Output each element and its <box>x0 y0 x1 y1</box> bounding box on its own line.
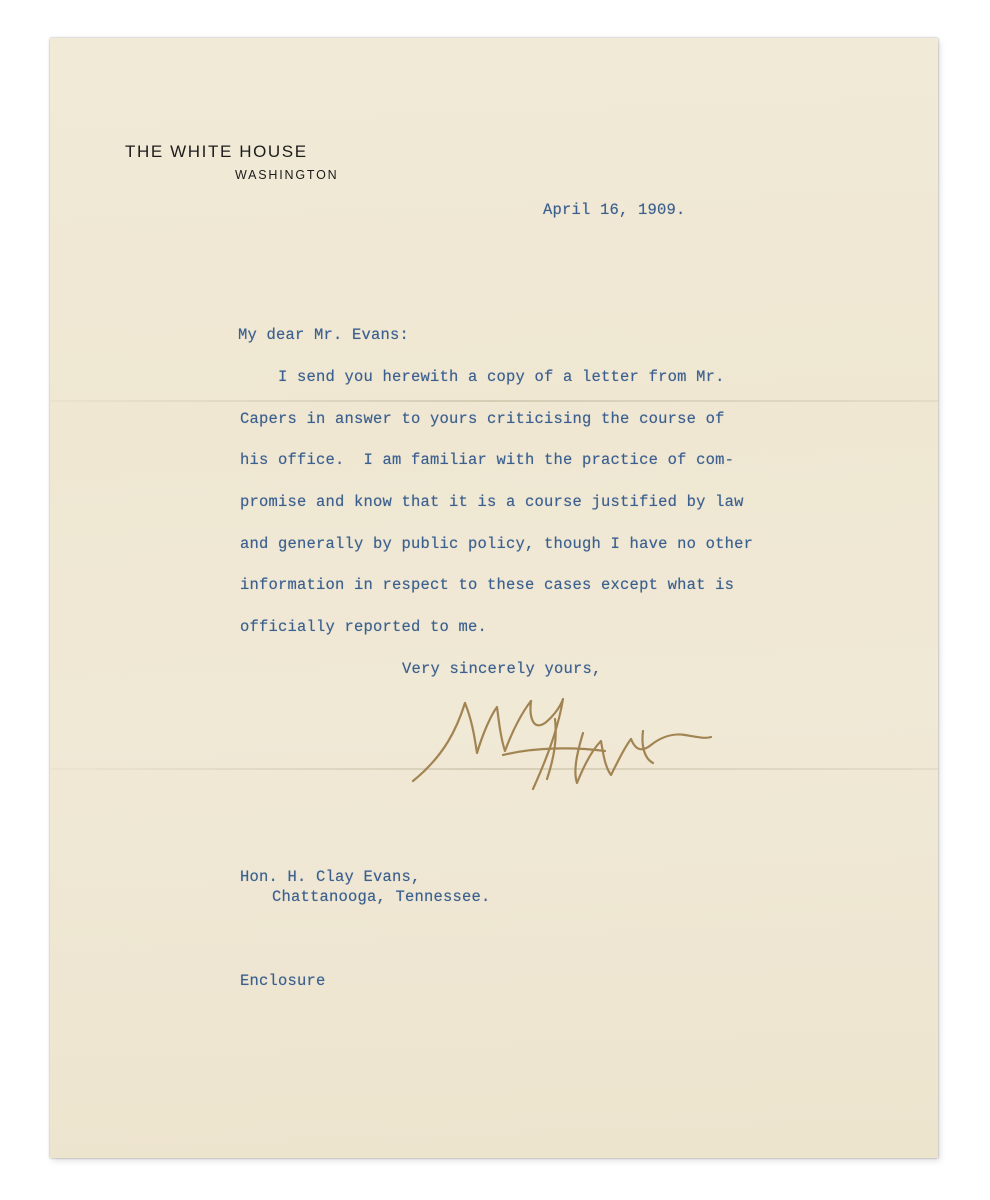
body-line: I send you herewith a copy of a letter from Mr. <box>240 368 725 386</box>
paper-fold-line <box>50 400 938 402</box>
body-line: Capers in answer to yours criticising the course of <box>240 410 725 428</box>
body-line: promise and know that it is a course justified by law <box>240 493 744 511</box>
addressee-location: Chattanooga, Tennessee. <box>272 888 491 906</box>
letter-sheet <box>50 38 938 1158</box>
handwritten-signature <box>405 693 715 803</box>
body-line: and generally by public policy, though I have no other <box>240 535 754 553</box>
body-line: his office. I am familiar with the practice of com- <box>240 451 735 469</box>
body-line: information in respect to these cases except what is <box>240 576 735 594</box>
salutation: My dear Mr. Evans: <box>238 326 410 344</box>
letter-date: April 16, 1909. <box>543 201 686 219</box>
enclosure-note: Enclosure <box>240 972 326 990</box>
letterhead-city: WASHINGTON <box>235 168 339 182</box>
letterhead-title: THE WHITE HOUSE <box>125 142 308 161</box>
closing: Very sincerely yours, <box>402 660 602 678</box>
addressee-name: Hon. H. Clay Evans, <box>240 868 421 886</box>
body-line: officially reported to me. <box>240 618 488 636</box>
